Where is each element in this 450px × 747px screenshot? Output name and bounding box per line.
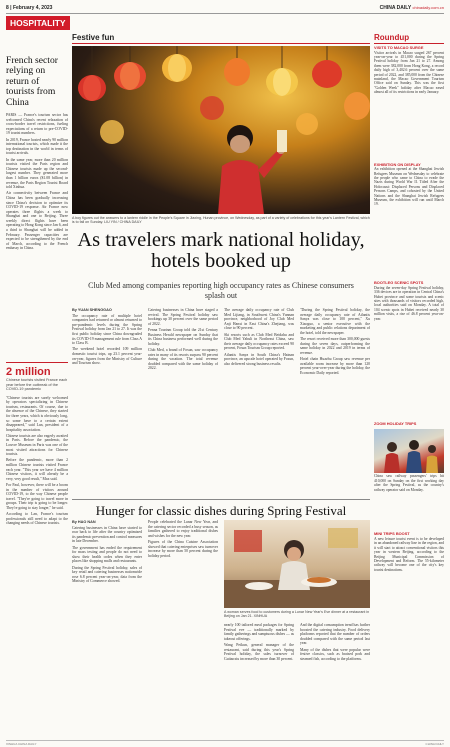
paragraph: For Paul, however, there will be a boom in the number of visitors around COVID-19, to the way Chinese people travel. "They're going to travel more in groups. Their trip is going to be longer. They're going to stay longer," he said. [6,483,68,510]
masthead [6,4,444,14]
paragraph: Ski resorts such as Club Med Beidahu and Club Med Yabuli in Northeast China, saw their average daily occupancy rates exceed 90 percent, Fosun Tourism Group reported. [224,332,294,351]
footer-right: CHINA DAILY [425,741,444,746]
roundup-item-text: A new leisure tourist event is to be developed in an abandoned railway line in the region, and it will start to attract conventional visitors this year in western Beijing, according to the Beijing Municipal Commission of Development and Reform. The 55-kilometer railway will become one of the city's key tourist destinations. [374,536,444,572]
byline: By YUAN SHENGGAO [72,308,112,312]
riddle-card [277,130,287,152]
boy-figure [218,125,285,214]
paragraph: People celebrated the Lunar New Year, and the catering sector recorded a busy season, as families gathered to enjoy traditional dishes and wishes for the new year. [148,520,218,538]
paragraph: "During the Spring Festival holiday, the average daily occupancy rate of Atlantis Sanya was close to 100 percent," Xu Xiaoguo, a senior executive with the marketing and public relations department of the hotel, told the newspaper. [300,308,370,335]
page-footer [6,740,444,745]
photo-caption: A boy figures out the answers to a lantern riddle in the People's Square in Jiaxing, Hunan province, on Wednesday, as part of a variety of celebrations for this year's Lantern Festival, which is to fall on Sunday. LIU YIN / CHINA DAILY [72,216,370,225]
roundup-item-text: An exhibition opened at the Shanghai Jewish Refugees Museum on Wednesday to celebrate the people who came to China to evade the Nazis during World War II. Titled After the Holocaust: Displaced Persons and Displaced Persons Camps, and cohosted by the United Nations and the Shanghai Jewish Refugees Museum, the exhibition will run until March 19. [374,167,444,207]
paper-name [380,5,444,11]
paragraph: According to Lan, France's tourism professionals still need to adapt to the changing needs of Chinese tourists. [6,512,68,526]
roundup-item-text: China saw railway passengers' trips hit 410,000 on Sunday on the first working day after the Spring Festival, as the country's railway operator said on Monday. [374,474,444,492]
roundup-item-head: EXHIBITION ON DISPLAY [374,161,421,167]
paragraph: Air connectivity between France and China has been gradually increasing since China's decision to optimize its COVID-19 response. Air France now operates three flights a week to Shanghai and one to Beijing. Three weekly direct flights have been operating to Hong Kong since Jan 6, and a third to Shanghai will be added in February. Passenger capacities are expected to be strengthened by the end of March, according to the French embassy in China. [6,191,68,251]
paragraph: In the same year, more than 20 million tourists visited the Paris region and Chinese tourists made up the second-largest number. They generated more than 1 billion euros ($1.08 billion) in revenue, the Paris Region Tourist Board told Xinhua. [6,157,68,190]
roundup-column [374,33,444,629]
paragraph: Many of the dishes that were popular were festive classics, such as braised pork and steamed fish, according to the platforms. [300,647,370,661]
hunger-col-1 [72,520,142,736]
lantern-photo-art [72,46,370,214]
restaurant-photo [224,520,370,608]
main-deck: Club Med among companies reporting high occupancy rates as Chinese consumers splash out [88,281,354,300]
paragraph: Atlantis Sanya in South China's Hainan province, an upscale hotel operated by Fosun, also delivered strong business results. [224,352,294,366]
left-story-body-b [6,396,68,747]
page-info: 8 | February 4, 2023 [6,5,53,11]
roundup-item-head: MINI TRIPS BOOST [374,531,410,537]
roundup-title: Roundup [374,33,444,44]
paper-url: chinadaily.com.cn [412,5,444,10]
restaurant-photo-caption: A woman serves food to customers during a Lunar New Year's Eve dinner at a restaurant in Beijing on Jan 21. XINHUA [224,610,370,619]
paragraph: Chinese tourists are also eagerly awaited in Paris. Before the pandemic, the Louvre Museum in Paris was one of the most visited attractions for Chinese tourists. [6,433,68,457]
paragraph: nearly 100 tailored meal packages for Spring Festival eve — traditionally marked by family gatherings and sumptuous dishes — as takeout offerings. [224,623,294,641]
festive-label: Festive fun [72,33,115,42]
lantern-photo [72,46,370,214]
main-story-col-2 [148,308,218,492]
paragraph: Fenna Tourism Group told the 21st Century Business Herald newspaper on Sunday that its China business performed well during the holiday. [148,327,218,346]
stat-caption: Chinese tourists visited France each year before the outbreak of the COVID-19 pandemic [6,378,68,392]
paragraph: Catering businesses in China have staged a revival. The Spring Festival holiday saw bookings up 30 percent over the same period of 2022. [148,308,218,326]
paragraph: Hotel chain Huazhu Group saw revenue per available room increase by more than 120 percent year-over-year during the holiday, the Economic Daily reported. [300,357,370,375]
hunger-col-3 [224,623,294,736]
paragraph: PARIS — France's tourism sector has welcomed China's recent relaxation of cross-border travel restrictions, fueling expectations of a return to pre-COVID-19 tourist numbers. [6,113,68,136]
paragraph: The weekend hotel recorded 109 million domestic tourist trips, up 23.1 percent year-on-year, figures from the Ministry of Culture and Tourism show. [72,347,142,366]
footer-left: XINHUA CHINA DAILY [6,741,37,746]
stat-number: 2 million [6,366,51,379]
paragraph: Before the pandemic, more than 2 million Chinese tourists visited France each year. "This year we have 4 million Chinese visitors, it will already be a very, very good result," Max said. [6,458,68,481]
paragraph: The resort received more than 300,000 guests during the seven days, outperforming the same holiday in 2022 and 2019 in terms of revenue. [300,337,370,355]
paragraph: The occupancy rate of multiple hotel companies had returned or almost returned to pre-pandemic levels during the Spring Festival holiday from Jan 21 to 27. It was the first public holiday since China downgraded its COVID-19 management rule from Class A to Class B. [72,313,142,346]
stat-box [6,362,68,392]
paragraph: "Chinese tourists are surely welcomed by operators specializing in Chinese tourism, restaurants. Of course, due to the absence of the Chinese, they started for three years, which is obviously long, so some have to a certain extent disappeared," said Lan, president of a hospitality association. [6,395,68,432]
paragraph: In 2019, France hosted nearly 90 million international tourists, which made it the top destination in the world in terms of tourist arrivals. [6,137,68,156]
paper-name-text: CHINA DAILY [379,5,412,11]
paragraph: The government has ended the requirement for mass testing and people do not need to show their health codes when they enter places like shopping malls and restaurants. [72,545,142,564]
hunger-headline: Hunger for classic dishes during Spring Festival [72,499,370,518]
roundup-item-head: VISITS TO MACAO SURGE [374,45,424,50]
lanterns [78,46,370,144]
paragraph: And the digital consumption trend has further boosted the catering industry. Food delivery platforms reported that the number of orders doubled compared with the same period last year. [300,623,370,646]
section-tag: HOSPITALITY [6,16,70,30]
hunger-col-2 [148,520,218,736]
hunger-col-4 [300,623,370,736]
main-story-col-3 [224,308,294,492]
left-story-body-a [6,113,68,358]
paragraph: The average daily occupancy rate of Club Med Lijiang, in Southwest China's Yunnan province, neighborhood of Joy Club Med Anji Hanxi in East China's Zhejiang, was close to 90 percent. [224,308,294,331]
paragraph: Club Med, a brand of Fosun, saw occupancy rates in many of its resorts surpass 90 percent during the vacation. The total revenue doubled compared with the same holiday of 2022. [148,347,218,371]
paragraph: Figures of the China Cuisine Association showed that catering enterprises saw turnover increase by more than 50 percent during the holiday period. [148,539,218,558]
main-story-col-4 [300,308,370,492]
roundup-item-text: Visitor arrivals in Macao surged 267 percent year-on-year to 451,000 during the Spring Festival holiday from Jan 21 to 27. Among them were 382,000 from Hong Kong, a record daily high of 3,402.6 percent over the same period of 2022, and 385,000 from the Chinese mainland, the Macao Government Tourism Office said on Sunday. This was the first "Golden Week" holiday after Macao eased almost all of its restrictions in early January. [374,50,444,95]
tourists-photo [374,429,444,473]
divider [72,43,370,44]
main-headline: As travelers mark national holiday, hotels booked up [77,229,365,272]
main-story-col-1 [72,308,142,492]
restaurant-photo-art [224,520,370,608]
byline: By HAO NAN [72,520,96,524]
paragraph: Catering businesses in China have started to roar back to life after the country optimized its pandemic prevention and control measures in late December. [72,525,142,544]
paragraph: During the Spring Festival holiday, sales of key retail and catering businesses nationwide rose 6.8 percent year-on-year, data from the Ministry of Commerce showed. [72,565,142,584]
paragraph: Wang Peikun, general manager of the restaurant, said during this year's Spring Festival holiday, the sales turnover of Guitaoxiu increased by more than 30 percent. [224,642,294,661]
left-story [6,56,68,747]
roundup-item-text: During the seven-day Spring Festival holiday, 336 devices are in operation in Central China's Hubei province and some tourists and scenic sites with thousands of visitors recorded high, local authorities said on Monday. A total of 104 scenic spots in Hubei received nearly 30 million visits, a rise of 46.8 percent year-on-year. [374,285,444,321]
left-story-headline: French sector relying on return of tourists from China [6,55,58,108]
roundup-item-head: ZOOM HOLIDAY TRIPS [374,420,417,426]
tourists-photo-art [374,429,444,473]
roundup-item-head: BOOTLEG SCENIC SPOTS [374,280,424,286]
